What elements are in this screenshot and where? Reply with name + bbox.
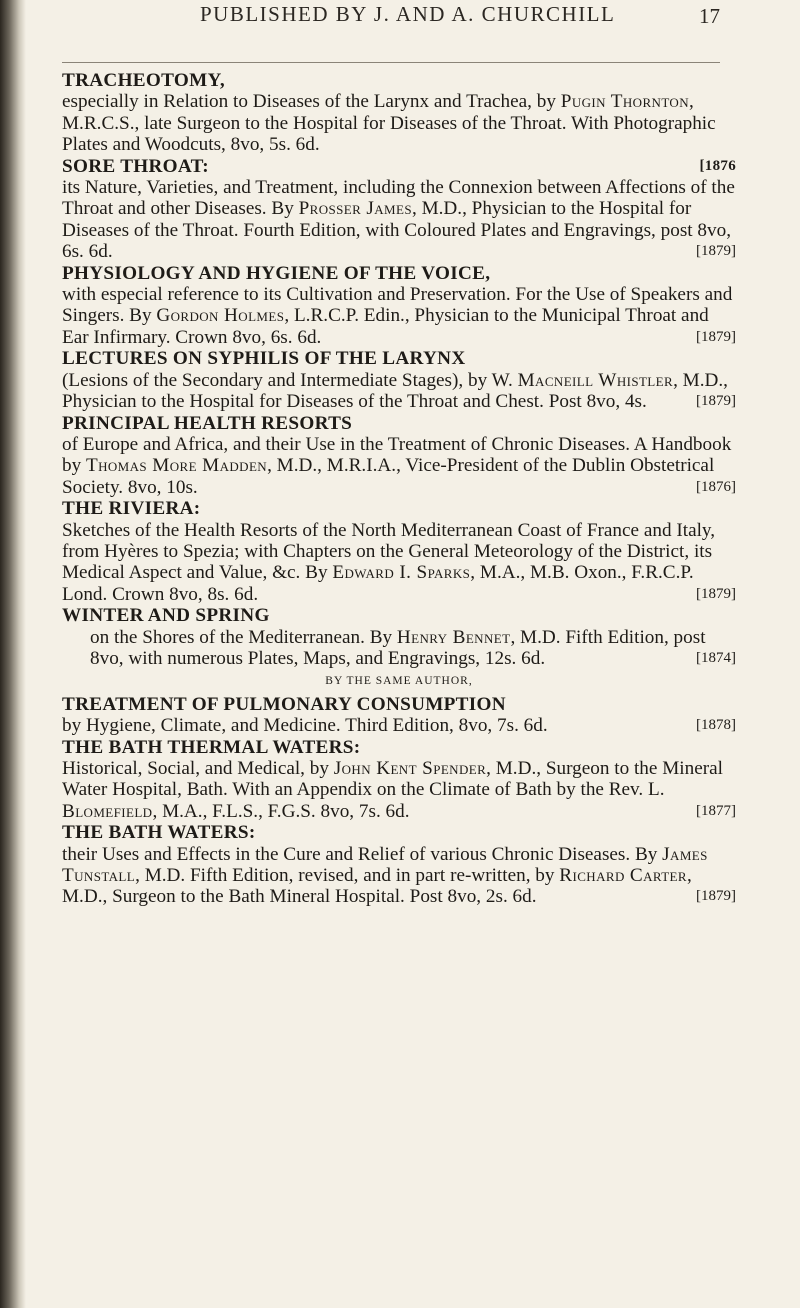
entry-description: [62, 715, 736, 736]
book-entry: [62, 70, 736, 156]
entry-year: [1879]: [696, 393, 736, 410]
entry-description: [62, 844, 736, 908]
entry-text: especially in Relation to Diseases of the Larynx and Trachea, by: [62, 91, 561, 113]
entry-title: THE RIVIERA:: [62, 498, 201, 520]
book-entry: [62, 671, 736, 736]
entry-text: , M.D., Surgeon to the Mineral Water Hospital, Bath. With an Appendix on the Climate of Bath by the Rev. L.: [62, 758, 723, 801]
book-entry: [62, 737, 736, 823]
catalogue-listing: [62, 70, 736, 908]
running-head: PUBLISHED BY J. AND A. CHURCHILL: [200, 2, 616, 26]
entry-description: [62, 91, 736, 155]
entry-text: , M.D. Fifth Edition, post 8vo, with numerous Plates, Maps, and Engravings, 12s. 6d.: [90, 626, 706, 669]
page-header: [200, 2, 720, 38]
entry-author: Blomefield: [62, 800, 153, 822]
entry-year: [1876]: [696, 478, 736, 495]
entry-text: their Uses and Effects in the Cure and Relief of various Chronic Diseases. By: [62, 843, 663, 865]
entry-description: [62, 284, 736, 348]
entry-year: [1874]: [696, 649, 736, 666]
entry-author: Macneill Whistler: [517, 369, 674, 391]
entry-text: , M.R.C.S., late Surgeon to the Hospital for Diseases of the Throat. With Photographic Plates and Woodcuts, 8vo, 5s. 6d.: [62, 91, 716, 156]
entry-text: of Europe and Africa, and their Use in the Treatment of Chronic Diseases. A Handbook by: [62, 433, 732, 477]
entry-description: [62, 758, 736, 822]
page-edge-shadow: [0, 0, 26, 1308]
entry-author: Richard Carter: [559, 865, 687, 887]
entry-author: James Tunstall: [62, 843, 708, 887]
entry-text: , M.D., M.R.I.A., Vice-President of the Dublin Obstetrical Society. 8vo, 10s.: [62, 455, 715, 498]
entry-year: [1878]: [696, 717, 736, 734]
entry-text: Sketches of the Health Resorts of the North Mediterranean Coast of France and Italy, from Hyères to Spezia; with Chapters on the General Meteorology of the District, its Medical Aspect and Value, &c. By: [62, 519, 716, 584]
entry-text: , M.A., M.B. Oxon., F.R.C.P. Lond. Crown 8vo, 8s. 6d.: [62, 562, 694, 605]
entry-text: Historical, Social, and Medical, by: [62, 758, 334, 779]
entry-author: John Kent Spender: [333, 758, 487, 779]
book-entry: [62, 822, 736, 908]
entry-year: [1876: [699, 157, 736, 174]
entry-title: THE BATH WATERS:: [62, 822, 256, 844]
entry-author: Henry Bennet: [396, 626, 511, 648]
entry-description: [62, 520, 736, 606]
entry-text: , M.D., Surgeon to the Bath Mineral Hospital. Post 8vo, 2s. 6d.: [62, 865, 692, 908]
entry-author: Thomas More Madden: [85, 455, 268, 477]
entry-description: [62, 370, 736, 413]
entry-year: [1877]: [696, 802, 736, 819]
book-entry: [62, 263, 736, 349]
entry-description: [62, 434, 736, 498]
entry-title: TREATMENT OF PULMONARY CONSUMPTION: [62, 693, 506, 715]
entry-description: [62, 177, 736, 263]
entry-text: , M.D., Physician to the Hospital for Diseases of the Throat and Chest. Post 8vo, 4s.: [62, 369, 728, 413]
entry-year: [1879]: [696, 888, 736, 905]
book-entry: [62, 605, 736, 669]
entry-subheading: BY THE SAME AUTHOR,: [325, 675, 473, 688]
entry-author: Edward I. Sparks: [332, 562, 471, 584]
entry-title: WINTER AND SPRING: [62, 605, 270, 627]
entry-author: Pugin Thornton: [560, 91, 690, 113]
entry-text: its Nature, Varieties, and Treatment, including the Connexion between Affections of the Throat and other Diseases. By: [62, 177, 735, 220]
entry-title: PHYSIOLOGY AND HYGIENE OF THE VOICE,: [62, 262, 491, 284]
entry-text: , M.D. Fifth Edition, revised, and in part re-written, by: [135, 865, 560, 887]
book-entry: [62, 156, 736, 263]
entry-text: , L.R.C.P. Edin., Physician to the Municipal Throat and Ear Infirmary. Crown 8vo, 6s. 6d.: [62, 305, 709, 348]
entry-year: [1879]: [696, 328, 736, 345]
entry-text: (Lesions of the Secondary and Intermediate Stages), by W.: [62, 369, 518, 391]
entry-description: [62, 627, 736, 670]
entry-text: , M.A., F.L.S., F.G.S. 8vo, 7s. 6d.: [152, 800, 410, 822]
entry-text: on the Shores of the Mediterranean. By: [90, 626, 397, 648]
entry-author: Prosser James: [298, 198, 412, 220]
header-rule: [62, 62, 720, 63]
entry-author: Gordon Holmes: [156, 305, 285, 327]
entry-title: TRACHEOTOMY,: [62, 70, 225, 91]
entry-year: [1879]: [696, 243, 736, 260]
entry-title: SORE THROAT: [1876: [62, 155, 736, 177]
book-entry: [62, 413, 736, 499]
entry-text: , M.D., Physician to the Hospital for Diseases of the Throat. Fourth Edition, with Coloured Plates and Engravings, post 8vo, 6s. 6d.: [62, 198, 731, 263]
entry-text: by Hygiene, Climate, and Medicine. Third Edition, 8vo, 7s. 6d.: [62, 715, 548, 737]
book-entry: [62, 498, 736, 605]
entry-year: [1879]: [696, 585, 736, 602]
book-entry: [62, 348, 736, 412]
entry-text: with especial reference to its Cultivation and Preservation. For the Use of Speakers and Singers. By: [62, 284, 733, 327]
entry-title: THE BATH THERMAL WATERS:: [62, 736, 361, 758]
entry-title: LECTURES ON SYPHILIS OF THE LARYNX: [62, 348, 466, 370]
page-number: 17: [699, 4, 720, 28]
entry-title: PRINCIPAL HEALTH RESORTS: [62, 412, 353, 434]
